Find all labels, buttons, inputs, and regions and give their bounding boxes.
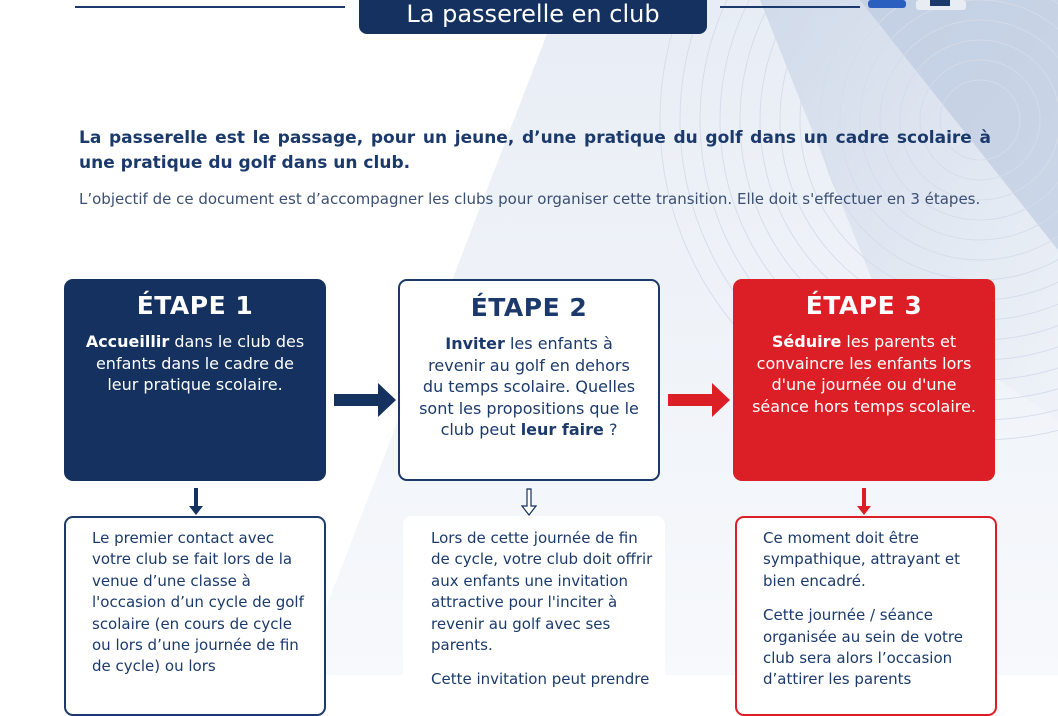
step-2-box (398, 279, 660, 481)
step-2-keyword-2: leur faire (520, 420, 604, 439)
step-2-description-end: ? (603, 420, 618, 439)
step-2-keyword: Inviter (445, 334, 505, 353)
arrow-down-icon (521, 488, 537, 516)
step-3-keyword: Séduire (771, 332, 842, 351)
step-2-detail-paragraph: Cette invitation peut prendre (431, 670, 650, 689)
step-1-box (64, 279, 326, 481)
step-1-title: ÉTAPE 1 (136, 291, 254, 320)
step-2-detail (403, 516, 665, 716)
step-1-text (64, 331, 326, 396)
intro-statement: La passerelle est le passage, pour un jeune, d’une pratique du golf dans un cadre scolaire à une pratique du golf dans un club. (79, 128, 991, 173)
step-1-description: dans le club des enfants dans le cadre de leur pratique scolaire. (95, 332, 305, 394)
step-2-text (400, 333, 658, 441)
header-rule-right (720, 6, 860, 8)
step-2-title: ÉTAPE 2 (470, 293, 588, 322)
step-3-box (733, 279, 995, 481)
arrow-down-icon (856, 488, 872, 516)
step-1-detail-paragraph: Le premier contact avec votre club se fait lors de la venue d’une classe à l'occasion d’un cycle de golf scolaire (en cours de cycle ou lors d’une journée de fin de cycle) ou lors (92, 529, 304, 676)
arrow-right-icon (334, 383, 396, 417)
intro-objective: L’objectif de ce document est d’accompagner les clubs pour organiser cette transition. Elle doit s'effectuer en 3 étapes. (79, 190, 981, 208)
step-3-title: ÉTAPE 3 (805, 291, 923, 320)
step-1-detail (64, 516, 326, 716)
arrow-down-icon (188, 488, 204, 516)
step-1-keyword: Accueillir (85, 332, 170, 351)
step-2-detail-paragraph: Lors de cette journée de fin de cycle, votre club doit offrir aux enfants une invitation attractive pour l'inciter à revenir au golf avec ses parents. (431, 529, 653, 655)
page-title: La passerelle en club (359, 0, 707, 34)
step-3-detail-paragraph: Ce moment doit être sympathique, attrayant et bien encadré. (763, 529, 961, 590)
arrow-right-icon (668, 383, 730, 417)
header-rule-left (75, 6, 345, 8)
step-3-detail (735, 516, 997, 716)
step-3-text (733, 331, 995, 417)
step-3-detail-paragraph: Cette journée / séance organisée au sein de votre club sera alors l’occasion d’attirer les parents (763, 606, 963, 689)
step-2-description: les enfants à revenir au golf en dehors du temps scolaire. Quelles sont les propositions que le club peut (419, 334, 639, 439)
step-3-description: les parents et convaincre les enfants lors d'une journée ou d'une séance hors temps scolaire. (752, 332, 976, 416)
